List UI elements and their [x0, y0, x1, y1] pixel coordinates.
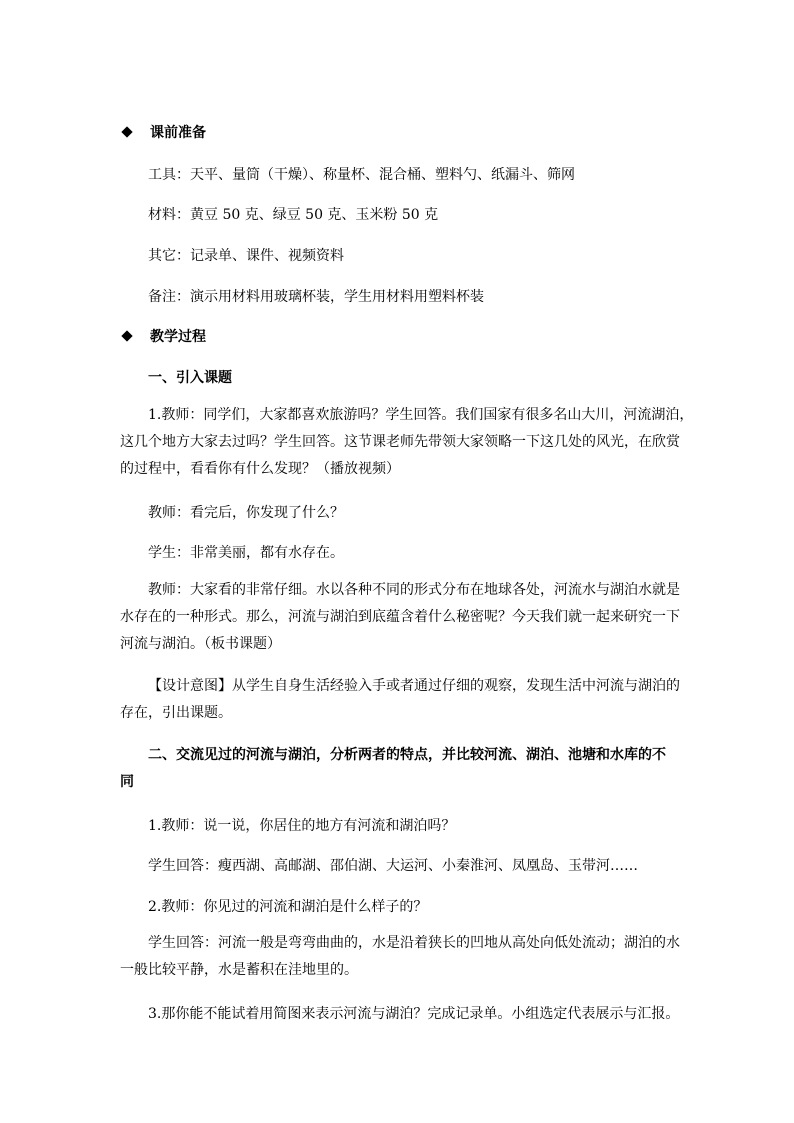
prep-note: 备注：演示用材料用玻璃杯装，学生用材料用塑料杯装: [148, 289, 484, 305]
paragraph-line: 这几个地方大家去过吗？学生回答。这节课老师先带领大家领略一下这几处的风光，在欣赏: [120, 434, 680, 450]
paragraph-line: 一般比较平静，水是蓄积在洼地里的。: [120, 962, 358, 978]
title-line: 同: [120, 774, 134, 790]
paragraph-line: 1.教师：同学们，大家都喜欢旅游吗？学生回答。我们国家有很多名山大川，河流湖泊，: [148, 407, 694, 423]
title-line: 二、交流见过的河流与湖泊，分析两者的特点，并比较河流、湖泊、池塘和水库的不: [148, 747, 666, 763]
part1-paragraph-3: 学生：非常美丽，都有水存在。: [148, 545, 344, 561]
paragraph-line: 【设计意图】从学生自身生活经验入手或者通过仔细的观察，发现生活中河流与湖泊的: [148, 678, 680, 694]
heading-text: 课前准备: [150, 125, 206, 141]
paragraph-line: 河流与湖泊。（板书课题）: [120, 636, 281, 652]
part2-paragraph-1: 1.教师：说一说，你居住的地方有河流和湖泊吗？: [148, 818, 456, 834]
part2-paragraph-3: 2.教师：你见过的河流和湖泊是什么样子的？: [148, 899, 428, 915]
part1-paragraph-4: [120, 577, 680, 658]
part2-paragraph-2: 学生回答：瘦西湖、高邮湖、邵伯湖、大运河、小秦淮河、凤凰岛、玉带河……: [148, 858, 638, 874]
section-heading-prep: [120, 122, 676, 142]
prep-tools: 工具：天平、量筒（干燥）、称量杯、混合桶、塑料勺、纸漏斗、筛网: [148, 167, 575, 183]
diamond-bullet-icon: [121, 330, 132, 341]
part1-design-intent: [120, 673, 680, 727]
part1-paragraph-1: [120, 402, 694, 483]
section-heading-process: [120, 326, 676, 346]
paragraph-line: 的过程中，看看你有什么发现？（播放视频）: [120, 461, 400, 477]
paragraph-line: 教师：大家看的非常仔细。水以各种不同的形式分布在地球各处，河流水与湖泊水就是: [148, 582, 680, 598]
paragraph-line: 学生回答：河流一般是弯弯曲曲的，水是沿着狭长的凹地从高处向低处流动；湖泊的水: [148, 935, 680, 951]
part2-paragraph-5: 3.那你能不能试着用简图来表示河流与湖泊？完成记录单。小组选定代表展示与汇报。: [148, 1006, 680, 1022]
heading-text: 教学过程: [150, 329, 206, 345]
prep-materials: 材料：黄豆 50 克、绿豆 50 克、玉米粉 50 克: [148, 207, 439, 223]
part1-title: 一、引入课题: [148, 370, 232, 386]
paragraph-line: 水存在的一种形式。那么，河流与湖泊到底蕴含着什么秘密呢？今天我们就一起来研究一下: [120, 609, 680, 625]
part1-paragraph-2: 教师：看完后，你发现了什么？: [148, 505, 344, 521]
diamond-bullet-icon: [121, 126, 132, 137]
prep-other: 其它：记录单、课件、视频资料: [148, 248, 344, 264]
part2-title: [120, 742, 676, 796]
paragraph-line: 存在，引出课题。: [120, 705, 232, 721]
part2-paragraph-4: [120, 930, 680, 984]
